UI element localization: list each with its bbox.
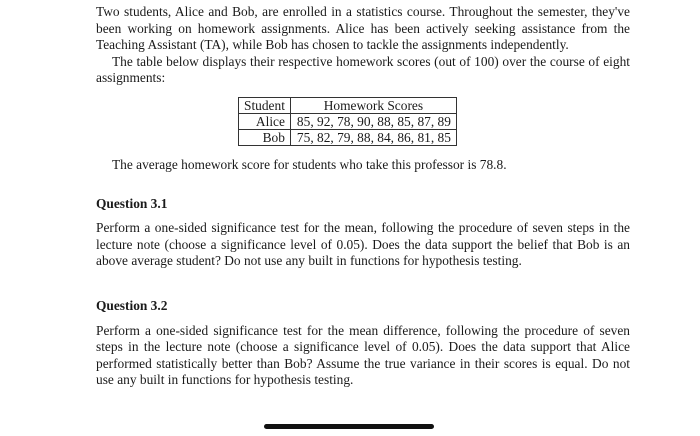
scores-cell: 75, 82, 79, 88, 84, 86, 81, 85 — [290, 129, 456, 145]
question-body: Perform a one-sided significance test for the mean, following the procedure of seven steps in the lecture note (choose a significance level of 0.05). Does the data support the belief that Bob is an above average student? Do not use any built in functions for hypothesis testing. — [96, 220, 630, 269]
header-homework-scores: Homework Scores — [290, 97, 456, 113]
intro-paragraph: Two students, Alice and Bob, are enrolled in a statistics course. Throughout the semester, they've been working on homework assignments. Alice has been actively seeking assistance from the Teaching Assistant (TA), while Bob has chosen to tackle the assignments independently. — [96, 4, 630, 53]
scores-table — [238, 97, 457, 146]
home-indicator-bar — [264, 424, 434, 429]
table-header-row — [239, 97, 457, 113]
scores-cell: 85, 92, 78, 90, 88, 85, 87, 89 — [290, 113, 456, 129]
student-name-cell: Alice — [239, 113, 291, 129]
question-body: Perform a one-sided significance test for the mean difference, following the procedure of seven steps in the lecture note (choose a significance level of 0.05). Does the data support that Alice performed statistically better than Bob? Assume the true variance in their scores is equal. Do not use any built in functions for hypothesis testing. — [96, 322, 630, 388]
table-row — [239, 129, 457, 145]
scores-table-wrapper — [238, 97, 630, 146]
student-name-cell: Bob — [239, 129, 291, 145]
header-student: Student — [239, 97, 291, 113]
table-intro-paragraph: The table below displays their respective homework scores (out of 100) over the course of eight assignments: — [96, 53, 630, 86]
question-title: Question 3.1 — [96, 195, 168, 211]
document-page — [96, 4, 630, 389]
table-row — [239, 113, 457, 129]
question-title: Question 3.2 — [96, 297, 168, 313]
average-score-text: The average homework score for students who take this professor is 78.8. — [112, 156, 507, 172]
